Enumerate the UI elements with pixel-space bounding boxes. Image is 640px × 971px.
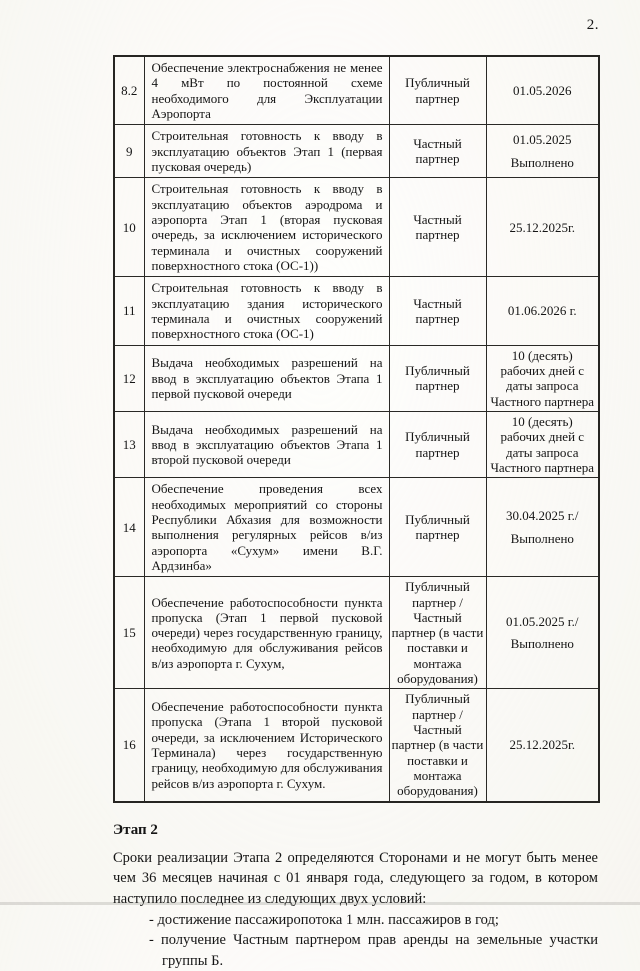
milestone-description-cell: Выдача необходимых разрешений на ввод в эксплуатацию объектов Этапа 1 первой пусковой очереди (144, 345, 389, 411)
milestone-description-cell: Обеспечение проведения всех необходимых мероприятий со стороны Республики Абхазия для возможности выполнения регулярных рейсов в/из аэропорта «Сухум» имени В.Г. Ардзинба» (144, 478, 389, 577)
deadline-cell (486, 577, 599, 689)
milestone-description-cell: Строительная готовность к вводу в эксплуатацию здания исторического терминала и очистных сооружений поверхностного стока (ОС-1) (144, 277, 389, 345)
row-number-cell: 12 (114, 345, 144, 411)
status-value: Выполнено (490, 531, 596, 546)
stage2-heading: Этап 2 (113, 822, 598, 839)
responsible-partner-cell: Публичный партнер / Частный партнер (в части поставки и монтажа оборудования) (389, 689, 486, 802)
condition-item: - получение Частным партнером прав аренды на земельные участки группы Б. (113, 930, 598, 971)
table-row (114, 478, 599, 577)
row-number-cell: 13 (114, 411, 144, 477)
table-row (114, 411, 599, 477)
deadline-cell (486, 478, 599, 577)
deadline-cell (486, 345, 599, 411)
responsible-partner-cell: Публичный партнер (389, 56, 486, 125)
milestone-description-cell: Обеспечение электроснабжения не менее 4 мВт по постоянной схеме необходимого для Эксплуатации Аэропорта (144, 56, 389, 125)
deadline-value: 30.04.2025 г./ (490, 508, 596, 523)
deadline-value: 01.05.2025 г./ (490, 614, 596, 629)
table-row (114, 577, 599, 689)
deadline-value: 10 (десять) рабочих дней с даты запроса Частного партнера (490, 348, 596, 409)
page-number: 2. (587, 17, 599, 34)
milestones-table-body (114, 56, 599, 802)
milestones-table (113, 55, 600, 803)
deadline-value: 25.12.2025г. (490, 220, 596, 235)
row-number-cell: 11 (114, 277, 144, 345)
stage2-conditions-list (113, 910, 598, 971)
deadline-cell (486, 125, 599, 178)
milestone-description-cell: Выдача необходимых разрешений на ввод в эксплуатацию объектов Этапа 1 второй пусковой очереди (144, 411, 389, 477)
row-number-cell: 14 (114, 478, 144, 577)
row-number-cell: 15 (114, 577, 144, 689)
deadline-cell (486, 689, 599, 802)
table-row (114, 125, 599, 178)
responsible-partner-cell: Публичный партнер / Частный партнер (в части поставки и монтажа оборудования) (389, 577, 486, 689)
table-row (114, 689, 599, 802)
milestone-description-cell: Строительная готовность к вводу в эксплуатацию объектов аэродрома и аэропорта Этап 1 (вторая пусковая очередь, за исключением исторического терминала и очистных сооружений поверхностного стока (ОС-1)) (144, 178, 389, 277)
deadline-cell (486, 277, 599, 345)
deadline-cell (486, 178, 599, 277)
responsible-partner-cell: Частный партнер (389, 277, 486, 345)
responsible-partner-cell: Частный партнер (389, 125, 486, 178)
table-row (114, 345, 599, 411)
deadline-value: 01.05.2026 (490, 83, 596, 98)
status-value: Выполнено (490, 636, 596, 651)
deadline-value: 01.06.2026 г. (490, 303, 596, 318)
responsible-partner-cell: Публичный партнер (389, 478, 486, 577)
document-content (113, 55, 598, 971)
status-value: Выполнено (490, 155, 596, 170)
responsible-partner-cell: Публичный партнер (389, 411, 486, 477)
milestone-description-cell: Обеспечение работоспособности пункта пропуска (Этап 1 первой пусковой очереди) через государственную границу, необходимую для обслуживания рейсов в/из аэропорта г. Сухум, (144, 577, 389, 689)
deadline-cell (486, 411, 599, 477)
row-number-cell: 8.2 (114, 56, 144, 125)
milestone-description-cell: Строительная готовность к вводу в эксплуатацию объектов Этап 1 (первая пусковая очередь) (144, 125, 389, 178)
condition-item: - достижение пассажиропотока 1 млн. пассажиров в год; (113, 910, 598, 931)
milestone-description-cell: Обеспечение работоспособности пункта пропуска (Этапа 1 второй пусковой очереди, за исключением Исторического Терминала) через государственную границу, необходимую для обслуживания рейсов в/из аэропорта г. Сухум. (144, 689, 389, 802)
row-number-cell: 9 (114, 125, 144, 178)
table-row (114, 56, 599, 125)
responsible-partner-cell: Частный партнер (389, 178, 486, 277)
table-row (114, 178, 599, 277)
deadline-value: 10 (десять) рабочих дней с даты запроса Частного партнера (490, 414, 596, 475)
stage2-section (113, 822, 598, 971)
row-number-cell: 16 (114, 689, 144, 802)
deadline-value: 25.12.2025г. (490, 737, 596, 752)
table-row (114, 277, 599, 345)
deadline-cell (486, 56, 599, 125)
deadline-value: 01.05.2025 (490, 132, 596, 147)
responsible-partner-cell: Публичный партнер (389, 345, 486, 411)
stage2-paragraph: Сроки реализации Этапа 2 определяются Сторонами и не могут быть менее чем 36 месяцев начиная с 01 января года, следующего за годом, в котором наступило последнее из следующих двух условий: (113, 848, 598, 910)
row-number-cell: 10 (114, 178, 144, 277)
